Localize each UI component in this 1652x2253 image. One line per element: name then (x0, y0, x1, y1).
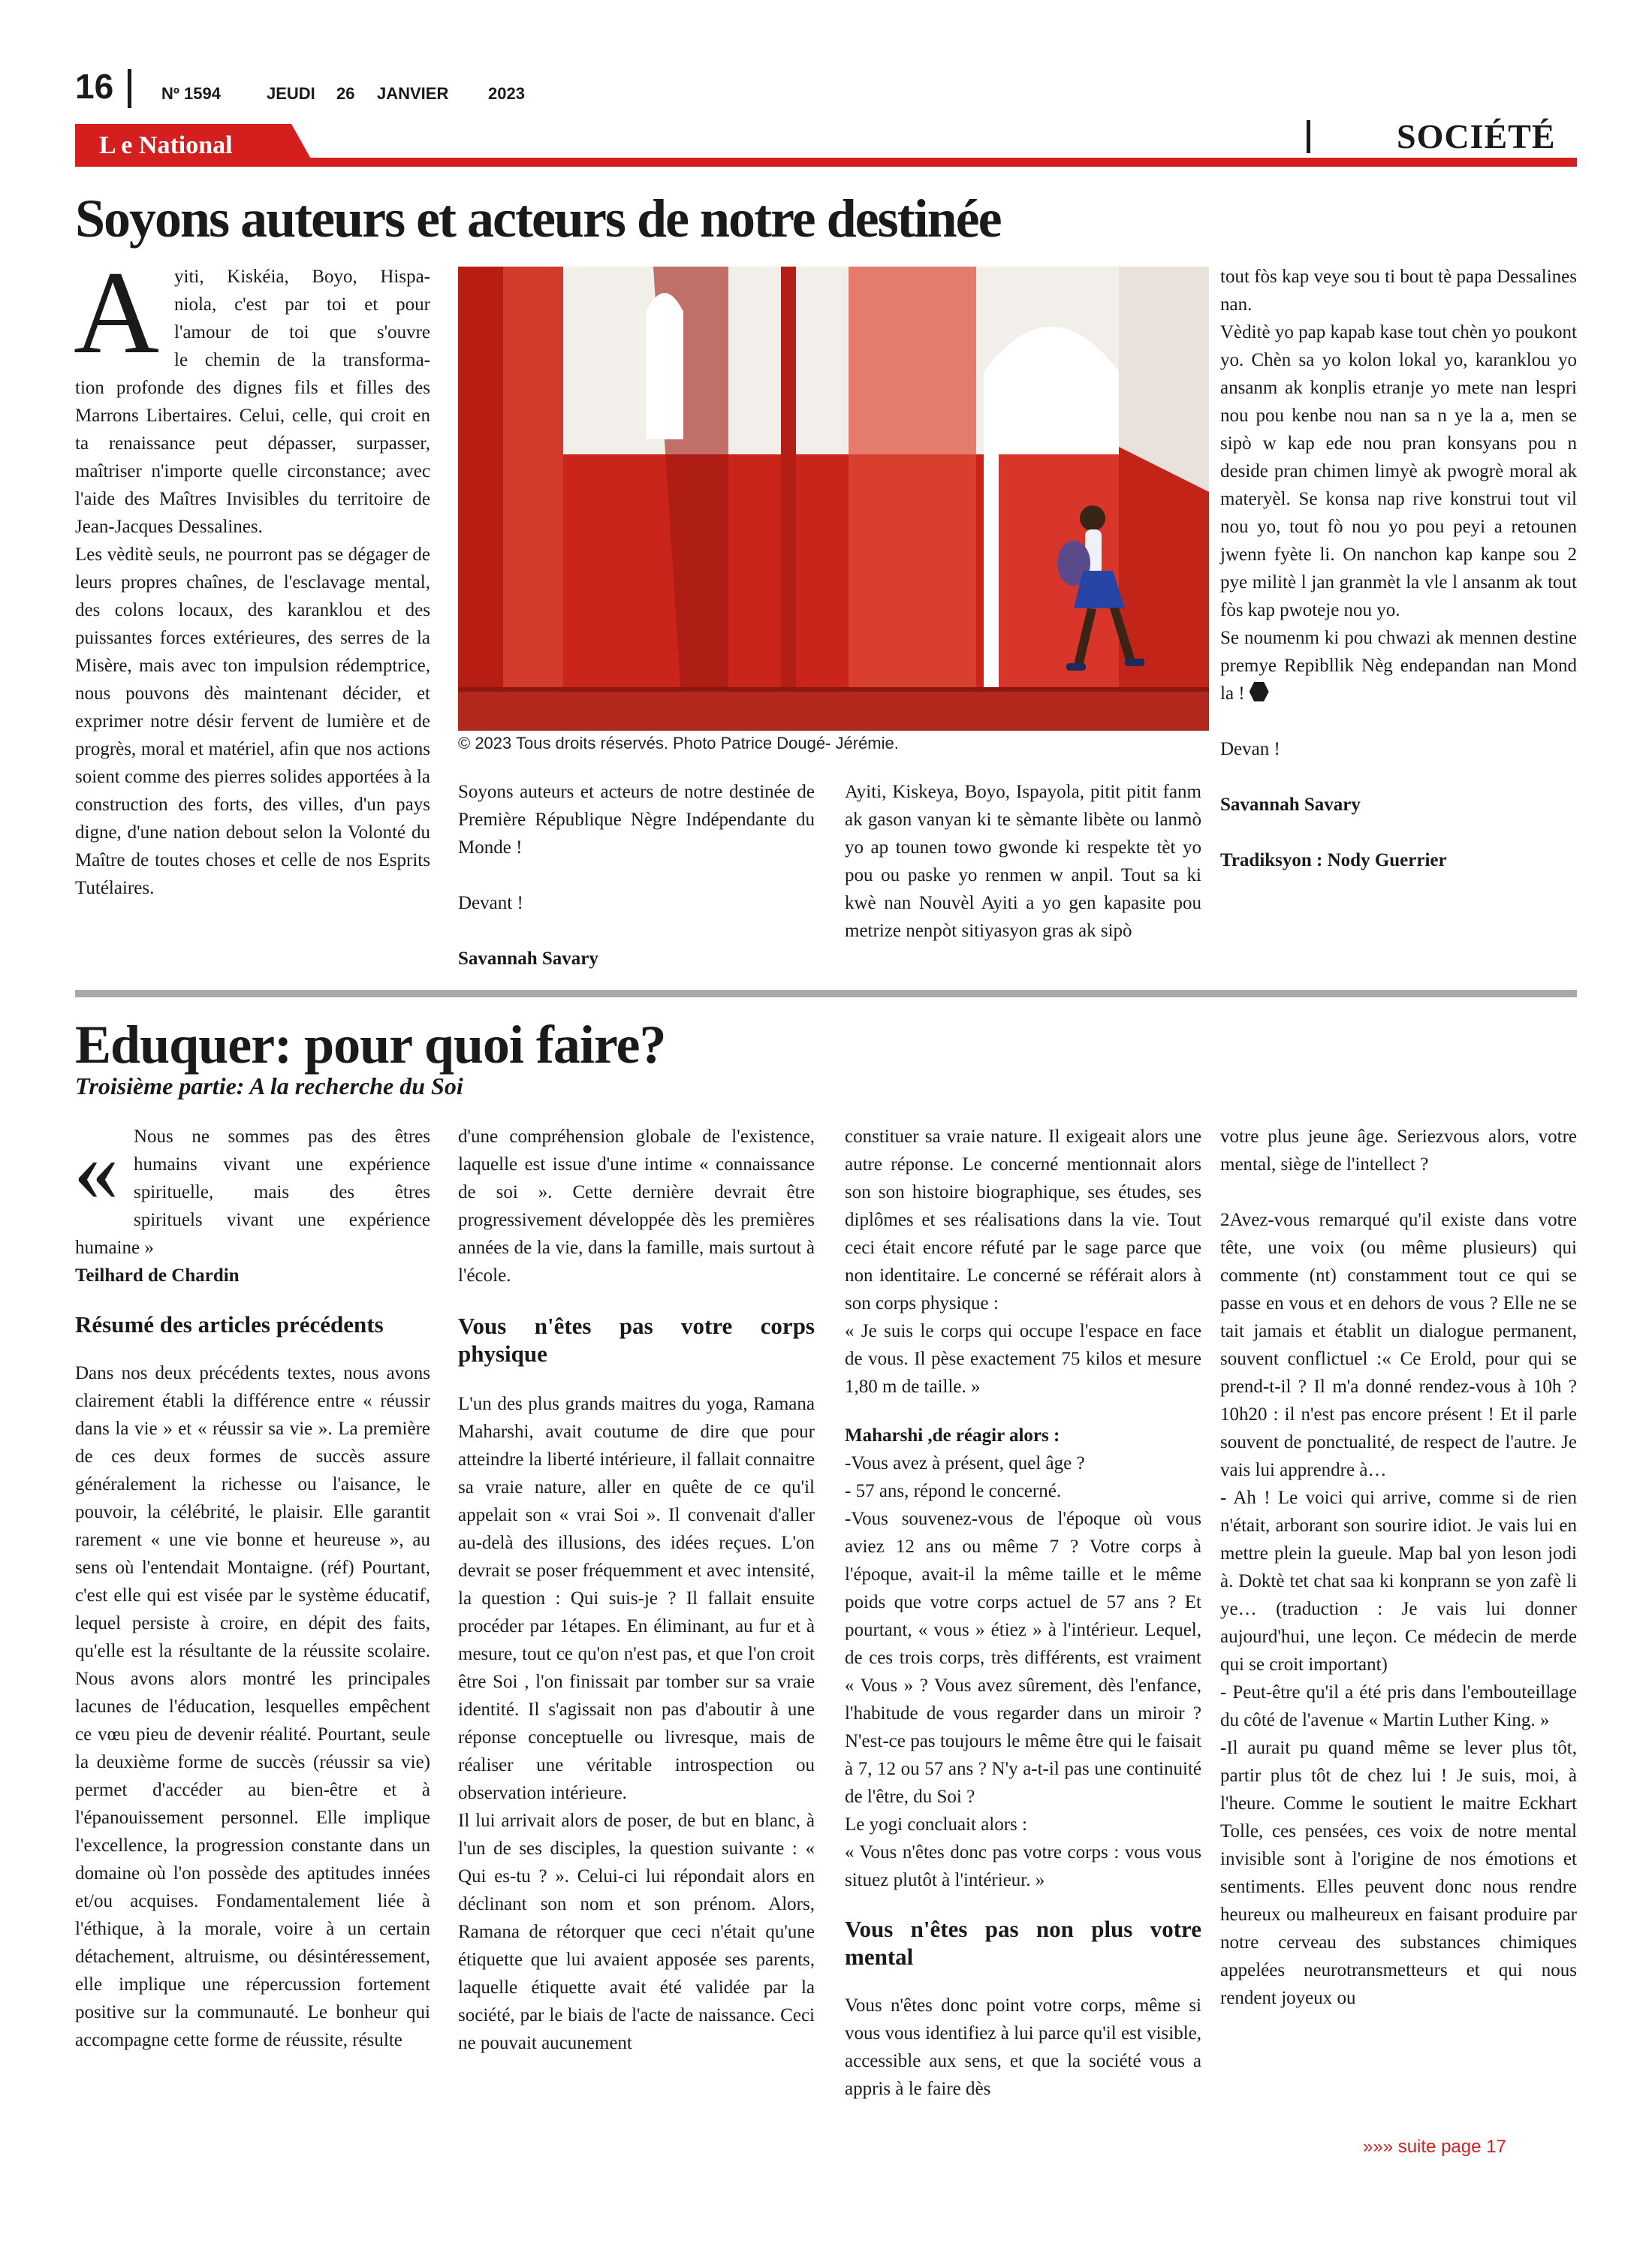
article2-paragraph: constituer sa vraie nature. Il exigeait alors une autre réponse. Le concerné mentionnait alors son son histoire biographique, ses études, ses diplômes et ses réalisations dans la vie. Tout ceci était encore réfuté par le sage parce que non identitaire. Le concerné se référait alors à son corps physique : (845, 1126, 1201, 1313)
article2-column-4 (1220, 1123, 1577, 2012)
article1-paragraph: Les vèditè seuls, ne pourront pas se dégager de leurs propres chaînes, de l'esclavage mental, des colons locaux, des karanklou et des puissantes forces extérieures, des serres de la Misère, mais avec ton impulsion rédemptrice, nous pouvons dès maintenant décider, et exprimer notre désir fervent de lumière et de progrès, moral et matériel, afin que nos actions soient comme des pierres solides apportées à la construction des forts, des villes, d'un pays digne, d'une nation debout selon la Volonté du Maître de toutes choses et celle de nos Esprits Tutélaires. (75, 544, 430, 898)
rubric-divider (1307, 120, 1310, 153)
date-day: 26 (336, 84, 355, 103)
epigraph-line: spirituels vivant une expérience (134, 1210, 430, 1230)
epigraph-author: Teilhard de Chardin (75, 1265, 240, 1286)
article2-dialogue: -Vous souvenez-vous de l'époque où vous aviez 12 ans ou même 7 ? Votre corps à l'époque, avait-il la même taille et le même poids que votre corps actuel de 57 ans ? Et pourtant, « vous » étiez » à l'intérieur. Lequel, de ces trois corps, très différents, est vraiment « Vous » ? Vous avez sûrement, dès l'enfance, l'habitude de vous regarder dans un miroir ? N'est-ce pas toujours le même être qui le faisait à 7, 12 ou 57 ans ? N'y a-t-il pas une continuité de l'être, du Soi ? (845, 1509, 1201, 1807)
article1-line: l'amour de toi que s'ouvre (174, 322, 430, 342)
article2-paragraph: « Je suis le corps qui occupe l'espace en face de vous. Il pèse exactement 75 kilos et mesure 1,80 m de taille. » (845, 1321, 1201, 1397)
article1-column-4 (1220, 263, 1577, 874)
section-heading-corps: Vous n'êtes pas votre corps physique (458, 1313, 815, 1367)
article2-paragraph: Il lui arrivait alors de poser, de but en blanc, à l'un de ses disciples, la question suivante : « Qui es-tu ? ». Celui-ci lui répondait alors en déclinant son nom et son prénom. Alors, Ramana de rétorquer que ceci n'était qu'une étiquette que lui avaient apposée ses parents, laquelle étiquette avait été validée par la société, par le biais de l'acte de naissance. Ceci ne pouvait aucunement (458, 1811, 815, 2053)
paper-name: L e National (99, 131, 233, 159)
photo-girl-walking-red-wall (458, 267, 1209, 731)
article1-photo (458, 267, 1209, 731)
article2-paragraph: -Il aurait pu quand même se lever plus tôt, partir plus tôt de chez lui ! Je suis, moi, à l'heure. Comme le soutient le maitre Eckhart Tolle, ces pensées, ces voix de notre mental invisible sont à l'origine de nos émotions et sentiments. Elles peuvent donc nous rendre heureux ou malheureux en faisant produire par notre cerveau des substances chimiques appelées neurotransmetteurs et qui nous rendent joyeux ou (1220, 1738, 1577, 2008)
article1-paragraph: Ayiti, Kiskeya, Boyo, Ispayola, pitit pitit fanm ak gason vanyan ki te sèmante libète ou lanmò yo ap tounen towo gwonde ki respekte tèt yo pou ou paske yo renmen w anpil. Tout sa ki kwè nan Nouvèl Ayiti a yo gen kapasite pou metrize nenpòt sitiyasyon gras ak sipò (845, 782, 1201, 941)
article2-paragraph: L'un des plus grands maitres du yoga, Ramana Maharshi, avait coutume de dire que pour atteindre la liberté intérieure, il fallait connaitre sa vraie nature, aller en quête de ce qu'il appelait son « vrai Soi ». Il convenait d'aller au-delà des illusions, des idées reçues. L'on devrait se poser fréquemment et avec intensité, la question : Qui suis-je ? Il fallait ensuite procéder par 1étapes. En éliminant, au fur et à mesure, tout ce qu'on n'est pas, et que l'on croit être Soi , l'on finissait par tomber sur sa vraie identité. Il s'agissait non pas d'aboutir à une réponse conceptuelle ou livresque, mais de réaliser une véritable introspection ou observation intérieure. (458, 1394, 815, 1803)
article2-column-1 (74, 1120, 430, 2054)
article1-line: le chemin de la transforma- (174, 350, 430, 370)
article1-translation-credit: Tradiksyon : Nody Guerrier (1220, 850, 1447, 870)
date-year: 2023 (488, 84, 525, 103)
article1-paragraph: tout fòs kap veye sou ti bout tè papa Dessalines nan. (1220, 267, 1577, 315)
epigraph-line: humains vivant une expérience (134, 1154, 430, 1175)
continued-on-page-link[interactable]: »»» suite page 17 (1363, 2137, 1506, 2157)
article1-paragraph (1220, 624, 1577, 707)
article2-title: Eduquer: pour quoi faire? (75, 1015, 666, 1075)
article1-dropcap: A (74, 247, 160, 379)
article2-paragraph: Dans nos deux précédents textes, nous avons clairement établi la différence entre « réussir dans la vie » et « réussir sa vie ». La première de ces deux formes de succès assure généralement la richesse ou l'aisance, le pouvoir, la célébrité, le plaisir. Elle garantit rarement « une vie bonne et heureuse », au sens où l'entendait Montaigne. (réf) Pourtant, c'est elle qui est visée par le système éducatif, lequel persiste à croire, en dépit des faits, qu'elle est la résultante de la réussite scolaire. Nous avons alors montré les principales lacunes de l'éducation, lesquelles empêchent ce vœu pieu de devenir réalité. Pourtant, seule la deuxième forme de succès (réussir sa vie) permet d'accéder au bien-être et à l'épanouissement personnel. Elle implique l'excellence, la progression constante dans un domaine où l'on possède des aptitudes innées et/ou acquises. Fondamentalement liée à l'éthique, à la morale, voire à un certain détachement, altruisme, ou désintéressement, elle implique une répercussion fortement positive sur la communauté. Le bonheur qui accompagne cette forme de réussite, résulte (75, 1363, 430, 2050)
page-number: 16 (75, 67, 114, 106)
article2-paragraph: Vous n'êtes donc point votre corps, même si vous vous identifiez à lui parce qu'il est visible, accessible aux sens, et que la société vous a appris à le faire dès (845, 1995, 1201, 2099)
article1-closing: Devan ! (1220, 739, 1280, 759)
article2-subtitle: Troisième partie: A la recherche du Soi (75, 1072, 463, 1099)
section-heading-resume: Résumé des articles précédents (75, 1311, 384, 1338)
end-mark-icon (1250, 682, 1269, 701)
article2-paragraph: - Ah ! Le voici qui arrive, comme si de rien n'était, arborant son sourire idiot. Je vais lui en mettre plein la gueule. Map bal yon leson jodi à. Doktè tet chat saa ki konprann se yon zafè li ye… (traduction : Je vais lui donner aujourd'hui, une leçon. Ce médecin de merde qui se croit important) (1220, 1488, 1577, 1675)
article1-line: yiti, Kiskéia, Boyo, Hispa- (174, 267, 430, 287)
article-separator (75, 990, 1577, 997)
article2-paragraph: votre plus jeune âge. Seriezvous alors, votre mental, siège de l'intellect ? (1220, 1126, 1577, 1175)
article1-signature: Savannah Savary (1220, 795, 1361, 815)
article2-column-3 (845, 1123, 1201, 2103)
section-heading-mental: Vous n'êtes pas non plus votre mental (845, 1916, 1201, 1970)
article2-dialogue: « Vous n'êtes donc pas votre corps : vous vous situez plutôt à l'intérieur. » (845, 1842, 1201, 1890)
photo-caption: © 2023 Tous droits réservés. Photo Patrice Dougé- Jérémie. (458, 734, 899, 753)
article2-dialogue: Le yogi concluait alors : (845, 1814, 1027, 1835)
date-weekday: JEUDI (267, 84, 315, 103)
epigraph-line: Nous ne sommes pas des êtres (134, 1126, 430, 1147)
page-number-divider (128, 69, 131, 108)
article1-signature: Savannah Savary (458, 949, 598, 969)
article2-paragraph: 2Avez-vous remarqué qu'il existe dans votre tête, une voix (ou même plusieurs) qui commente (nt) constamment tout ce qui se passe en vous et en dehors de vous ? Elle ne se tait jamais et établit un dialogue permanent, souvent conflictuel :« Ce Erold, pour qui se prend-t-il ? Il m'a donné rendez-vous à 10h ? 10h20 : il n'est pas encore présent ! Et il parle souvent de ponctualité, de respect de l'autre. Je vais lui apprendre à… (1220, 1210, 1577, 1480)
article1-column-1 (75, 263, 430, 902)
epigraph-line: spirituelle, mais des êtres (134, 1182, 430, 1202)
article2-column-2 (458, 1123, 815, 2057)
epigraph-end: humaine » (75, 1238, 154, 1258)
section-rubric: SOCIÉTÉ (1397, 117, 1556, 155)
quote-mark-icon: « (74, 1120, 119, 1220)
date-month: JANVIER (377, 84, 449, 103)
article2-paragraph: d'une compréhension globale de l'existence, laquelle est issue d'une intime « connaissance de soi ». Cette dernière devrait être progressivement développée dès les premières années de la vie, dans la famille, mais surtout à l'école. (458, 1126, 815, 1286)
article2-dialogue: - 57 ans, répond le concerné. (845, 1481, 1062, 1501)
article1-last-sentence: Se noumenm ki pou chwazi ak mennen destine premye Repibllik Nèg endepandan nan Mond la ! (1220, 628, 1577, 704)
article1-title: Soyons auteurs et acteurs de notre destinée (75, 189, 1001, 249)
issue-number: Nº 1594 (161, 84, 221, 103)
article2-dialogue: -Vous avez à présent, quel âge ? (845, 1453, 1085, 1473)
article1-paragraph: tion profonde des dignes fils et filles des Marrons Libertaires. Celui, celle, qui croit en ta renaissance peut dépasser, surpasser, maîtriser n'importe quelle circonstance; avec l'aide des Maîtres Invisibles du territoire de Jean-Jacques Dessalines. (75, 378, 430, 537)
article1-paragraph: Vèditè yo pap kapab kase tout chèn yo poukont yo. Chèn sa yo kolon lokal yo, karanklou yo ansanm ak konplis etranje yo mete nan lespri nou pou kenbe nou nan sa n ye la a, men se sipò w kap ede nou pran konsyans pou n deside pran chimen limyè ak pwogrè moral ak materyèl. Se konsa nap rive konstrui tout vil nou yo, tout fò nou yo pou peyi a retounen jwenn fyète li. On nanchon kap kanpe sou 2 pye militè l jan granmèt la vle l ansanm ak tout fòs kap pwoteje nou yo. (1220, 322, 1577, 620)
article1-closing: Devant ! (458, 893, 523, 913)
article2-bold-line: Maharshi ,de réagir alors : (845, 1425, 1060, 1446)
article1-column-3 (845, 778, 1201, 945)
article1-line: niola, c'est par toi et pour (174, 294, 430, 315)
article1-paragraph: Soyons auteurs et acteurs de notre destinée de Première République Nègre Indépendante du Monde ! (458, 782, 815, 858)
article1-column-2 (458, 778, 815, 973)
article2-paragraph: - Peut-être qu'il a été pris dans l'embouteillage du côté de l'avenue « Martin Luther King. » (1220, 1682, 1577, 1730)
